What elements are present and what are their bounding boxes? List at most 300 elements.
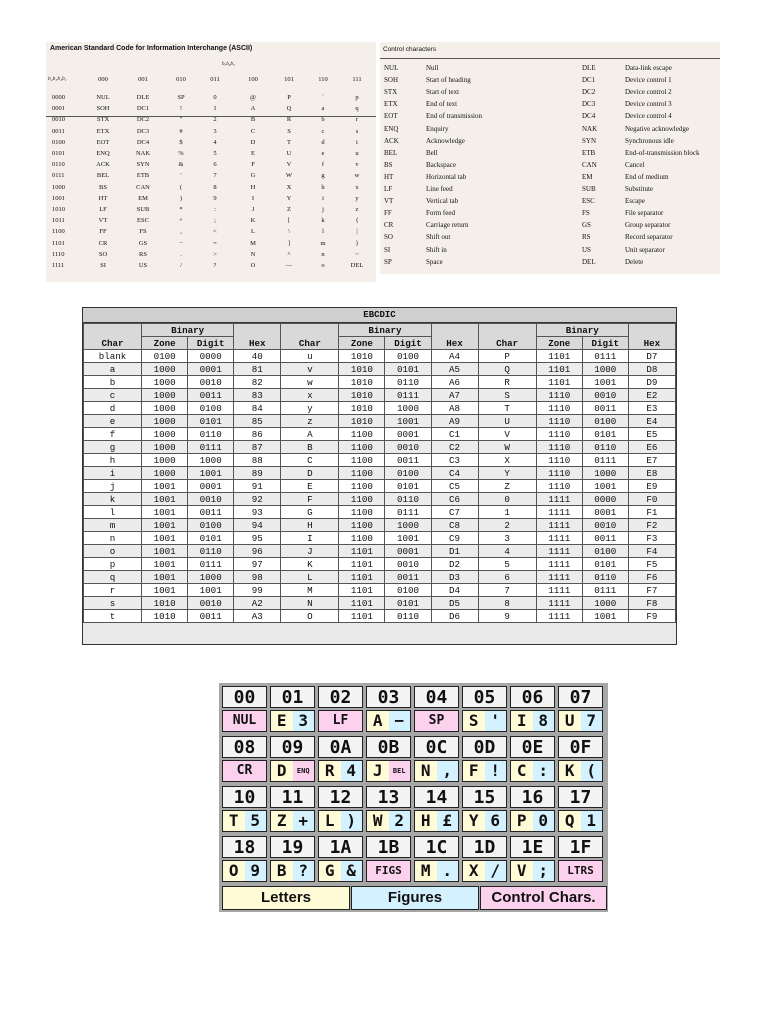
ascii-cell: 7 (213, 172, 217, 180)
baudot-char-cell (462, 760, 507, 782)
ebcdic-header-binary: Binary (339, 324, 431, 337)
ebcdic-char: I (281, 532, 339, 545)
ascii-cell: SP (177, 94, 185, 101)
ebcdic-char: y (281, 402, 339, 415)
ascii-cell: RS (139, 250, 147, 258)
ascii-bits-label: b₇b₆b₅ (222, 62, 235, 67)
ebcdic-hex: A8 (431, 402, 478, 415)
ebcdic-digit: 0101 (188, 415, 234, 428)
control-char-desc: Start of heading (426, 76, 471, 85)
ebcdic-hex: A5 (431, 363, 478, 376)
ebcdic-digit: 1000 (188, 571, 234, 584)
ebcdic-header-digit: Digit (582, 337, 628, 350)
ebcdic-zone: 1111 (536, 597, 582, 610)
ebcdic-char: J (281, 545, 339, 558)
ascii-cell: & (178, 161, 184, 169)
ascii-cell: ^ (287, 250, 291, 258)
ebcdic-char: A (281, 428, 339, 441)
ebcdic-digit: 0011 (582, 402, 628, 415)
ebcdic-hex: F9 (628, 610, 675, 623)
ascii-cell: ; (214, 217, 216, 225)
ebcdic-digit: 1001 (582, 480, 628, 493)
ebcdic-digit: 1000 (188, 454, 234, 467)
ebcdic-zone: 1101 (536, 350, 582, 363)
ascii-cell: EOT (96, 138, 110, 146)
ascii-cell: y (355, 194, 359, 202)
ascii-row (46, 217, 376, 228)
ascii-cell: l (322, 228, 324, 236)
ascii-cell: DC1 (136, 105, 150, 113)
ascii-cell: o (321, 262, 325, 269)
ebcdic-char: c (84, 389, 142, 402)
ebcdic-hex: C1 (431, 428, 478, 441)
ascii-row (46, 150, 376, 161)
control-char-row (380, 221, 720, 233)
ascii-cell: { (355, 217, 359, 225)
table-row (84, 350, 676, 363)
ascii-cell: ' (180, 172, 182, 180)
control-char-code: DEL (582, 257, 596, 266)
ascii-table (46, 42, 376, 282)
baudot-char-cell (318, 710, 363, 732)
ebcdic-hex: C3 (431, 454, 478, 467)
baudot-char-cell (222, 760, 267, 782)
ascii-cell: SI (100, 262, 106, 269)
ebcdic-char: p (84, 558, 142, 571)
control-characters-table (380, 42, 720, 274)
ascii-row-bits: 0010 (52, 116, 65, 124)
ascii-cell: HT (98, 194, 108, 202)
ebcdic-hex: F0 (628, 493, 675, 506)
table-row (84, 467, 676, 480)
baudot-letters-char: G (319, 861, 341, 881)
ebcdic-zone: 1001 (142, 545, 188, 558)
baudot-figures-char: ' (485, 711, 507, 731)
ascii-cell: h (321, 183, 325, 191)
baudot-control-char: CR (223, 761, 266, 781)
ebcdic-table (82, 307, 677, 645)
baudot-letters-char: D (271, 761, 293, 781)
control-char-code: DC2 (582, 88, 596, 97)
ascii-cell: US (138, 262, 148, 269)
baudot-char-cell (318, 810, 363, 832)
ebcdic-digit: 0000 (188, 350, 234, 363)
baudot-figures-char: 3 (293, 711, 315, 731)
control-char-desc: Device control 1 (625, 76, 672, 85)
ascii-cell: ] (287, 239, 291, 247)
ebcdic-digit: 0110 (582, 571, 628, 584)
ebcdic-hex: C6 (431, 493, 478, 506)
ascii-cell: ? (213, 262, 217, 269)
baudot-char-cell (222, 810, 267, 832)
ascii-cell: 1 (213, 105, 217, 113)
ebcdic-digit: 0011 (582, 532, 628, 545)
ebcdic-char: T (478, 402, 536, 415)
ascii-cell: < (213, 228, 217, 236)
baudot-figures-char: , (437, 761, 459, 781)
baudot-letters-char: C (511, 761, 533, 781)
ebcdic-digit: 0010 (188, 597, 234, 610)
ebcdic-digit: 0110 (385, 493, 431, 506)
ebcdic-zone: 1001 (142, 558, 188, 571)
baudot-letters-char: H (415, 811, 437, 831)
ebcdic-char: n (84, 532, 142, 545)
ebcdic-char: K (281, 558, 339, 571)
ebcdic-char: W (478, 441, 536, 454)
ebcdic-digit: 0010 (582, 519, 628, 532)
ebcdic-zone: 1000 (142, 389, 188, 402)
ebcdic-char: N (281, 597, 339, 610)
ascii-header-row (46, 76, 376, 88)
ebcdic-digit: 0001 (582, 506, 628, 519)
ebcdic-zone: 1111 (536, 558, 582, 571)
ascii-row (46, 172, 376, 183)
control-char-desc: Substitute (625, 185, 654, 193)
ebcdic-hex: 82 (234, 376, 281, 389)
ebcdic-hex: F1 (628, 506, 675, 519)
ascii-cell: ! (179, 105, 183, 113)
control-char-row (380, 197, 720, 209)
ebcdic-digit: 0111 (188, 558, 234, 571)
control-char-row (380, 76, 720, 88)
control-char-code: STX (384, 88, 398, 97)
ebcdic-digit: 0110 (385, 610, 431, 623)
ascii-cell: I (251, 194, 255, 202)
baudot-char-cell (558, 860, 603, 882)
ebcdic-char: Y (478, 467, 536, 480)
control-char-code: BS (384, 160, 393, 169)
ebcdic-zone: 1101 (339, 597, 385, 610)
ascii-cell: FF (99, 228, 107, 236)
ebcdic-hex: A7 (431, 389, 478, 402)
ascii-cell: K (250, 217, 256, 225)
ebcdic-digit: 0011 (188, 506, 234, 519)
ascii-cell: . (180, 250, 182, 258)
ascii-row (46, 228, 376, 239)
ascii-row-bits: 1100 (52, 228, 65, 236)
control-char-desc: Horizontal tab (426, 172, 467, 181)
baudot-letters-char: B (271, 861, 293, 881)
ascii-cell: VT (98, 217, 108, 225)
baudot-code-label: 1E (510, 836, 555, 858)
control-char-desc: End of text (426, 100, 458, 109)
ebcdic-header-zone: Zone (142, 337, 188, 350)
control-char-code: DC3 (582, 100, 596, 109)
control-char-row (380, 209, 720, 221)
ebcdic-char: l (84, 506, 142, 519)
ebcdic-digit: 0001 (188, 480, 234, 493)
ebcdic-digit: 1000 (385, 519, 431, 532)
baudot-letters-char: Y (463, 811, 485, 831)
ebcdic-char: 4 (478, 545, 536, 558)
ebcdic-hex: 96 (234, 545, 281, 558)
ebcdic-digit: 0100 (582, 415, 628, 428)
baudot-letters-char: E (271, 711, 293, 731)
control-char-desc: Form feed (426, 209, 455, 218)
baudot-code-label: 0E (510, 736, 555, 758)
ebcdic-header-hex: Hex (628, 324, 675, 350)
ebcdic-zone: 1010 (339, 350, 385, 363)
baudot-code-label: 15 (462, 786, 507, 808)
table-row (84, 480, 676, 493)
control-char-desc: Null (426, 64, 439, 72)
ascii-cell: } (355, 239, 359, 247)
ascii-row-bits: 1101 (52, 239, 65, 247)
baudot-figures-char: 0 (533, 811, 555, 831)
ebcdic-digit: 0011 (188, 610, 234, 623)
ascii-cell: , (180, 228, 182, 236)
baudot-figures-char: 6 (485, 811, 507, 831)
ebcdic-header-digit: Digit (188, 337, 234, 350)
ebcdic-hex: C4 (431, 467, 478, 480)
ebcdic-digit: 0101 (385, 480, 431, 493)
baudot-code-label: 0C (414, 736, 459, 758)
baudot-code-label: 0B (366, 736, 411, 758)
ebcdic-digit: 0001 (188, 363, 234, 376)
ebcdic-digit: 0110 (582, 441, 628, 454)
ebcdic-char: B (281, 441, 339, 454)
ascii-cell: j (322, 206, 324, 213)
ascii-row (46, 139, 376, 150)
ascii-cell: # (179, 127, 183, 135)
ebcdic-header-char: Char (84, 324, 142, 350)
ebcdic-digit: 0110 (188, 545, 234, 558)
ascii-cell: Q (286, 105, 292, 113)
ebcdic-digit: 1000 (582, 467, 628, 480)
ascii-cell: G (250, 172, 256, 180)
control-char-code: FF (384, 209, 392, 218)
control-char-desc: Device control 3 (625, 100, 672, 109)
ebcdic-digit: 1001 (188, 584, 234, 597)
baudot-char-cell (462, 710, 507, 732)
ebcdic-zone: 1111 (536, 610, 582, 623)
ebcdic-hex: 87 (234, 441, 281, 454)
ebcdic-digit: 1000 (582, 597, 628, 610)
table-row (84, 532, 676, 545)
baudot-legend-figures: Figures (351, 886, 479, 910)
baudot-char-cell (270, 810, 315, 832)
ascii-cell: t (356, 138, 358, 146)
ascii-cell: ` (321, 94, 325, 101)
ascii-cell: BS (99, 183, 107, 191)
ascii-row-bits: 1000 (52, 183, 65, 191)
ebcdic-zone: 1101 (536, 376, 582, 389)
ebcdic-zone: 1000 (142, 467, 188, 480)
ebcdic-digit: 0111 (385, 506, 431, 519)
ebcdic-char: 3 (478, 532, 536, 545)
control-char-desc: End of medium (625, 172, 669, 181)
ebcdic-digit: 1001 (385, 532, 431, 545)
baudot-figures-char: ) (341, 811, 363, 831)
ascii-row-bits: 1011 (52, 217, 65, 225)
baudot-char-cell (414, 710, 459, 732)
control-char-desc: Start of text (426, 88, 460, 97)
ascii-row (46, 94, 376, 105)
ebcdic-char: i (84, 467, 142, 480)
ebcdic-hex: 83 (234, 389, 281, 402)
ebcdic-char: k (84, 493, 142, 506)
ascii-row-bits: 0110 (52, 161, 65, 169)
control-char-row (380, 88, 720, 100)
ascii-cell: FS (139, 228, 147, 236)
ascii-cell: LF (99, 206, 107, 213)
baudot-char-cell (510, 710, 555, 732)
ebcdic-hex: D3 (431, 571, 478, 584)
baudot-figures-char: ? (293, 861, 315, 881)
baudot-code-label: 00 (222, 686, 267, 708)
control-char-desc: Negative acknowledge (625, 124, 689, 133)
ebcdic-digit: 0010 (582, 389, 628, 402)
baudot-figures-char: 9 (245, 861, 267, 881)
table-row (84, 402, 676, 415)
ascii-cell: ESC (137, 217, 149, 225)
control-char-desc: Device control 4 (625, 112, 672, 121)
ebcdic-digit: 0100 (385, 467, 431, 480)
baudot-figures-char: : (533, 761, 555, 781)
ebcdic-header-digit: Digit (385, 337, 431, 350)
ascii-cell: u (355, 150, 359, 157)
control-char-code: ENQ (384, 124, 399, 133)
ebcdic-char: v (281, 363, 339, 376)
baudot-char-cell (558, 810, 603, 832)
ascii-cell: + (179, 217, 183, 225)
baudot-code-label: 06 (510, 686, 555, 708)
baudot-code-label: 14 (414, 786, 459, 808)
ebcdic-digit: 0110 (385, 376, 431, 389)
ascii-cell: DC4 (136, 138, 150, 146)
control-char-desc: Bell (426, 148, 438, 157)
ascii-cell: 4 (213, 138, 217, 146)
ascii-cell: R (286, 116, 292, 124)
ebcdic-char: C (281, 454, 339, 467)
control-characters-divider (380, 58, 720, 59)
ascii-column-header: 100 (248, 76, 258, 83)
ascii-row-bits: 1010 (52, 206, 65, 213)
ascii-cell: CAN (136, 183, 150, 191)
control-char-code: ESC (582, 197, 595, 206)
baudot-letters-char: K (559, 761, 581, 781)
baudot-letters-char: O (223, 861, 245, 881)
ebcdic-zone: 1110 (536, 441, 582, 454)
ebcdic-char: H (281, 519, 339, 532)
ebcdic-char: V (478, 428, 536, 441)
ebcdic-char: z (281, 415, 339, 428)
baudot-figures-char: 8 (533, 711, 555, 731)
baudot-code-label: 1B (366, 836, 411, 858)
ebcdic-digit: 0100 (188, 402, 234, 415)
baudot-char-cell (270, 860, 315, 882)
ebcdic-zone: 1110 (536, 402, 582, 415)
ascii-row (46, 206, 376, 217)
ascii-cell: − (179, 239, 183, 247)
ebcdic-zone: 1100 (339, 441, 385, 454)
control-char-code: SOH (384, 76, 399, 85)
ebcdic-hex: 40 (234, 350, 281, 363)
baudot-figures-char: 1 (581, 811, 603, 831)
ebcdic-header-char: Char (281, 324, 339, 350)
ascii-cell: H (250, 183, 256, 191)
baudot-figures-char: & (341, 861, 363, 881)
baudot-letters-char: I (511, 711, 533, 731)
control-char-code: ACK (384, 136, 399, 145)
ascii-cell: — (285, 262, 293, 269)
ascii-row-bits: 0011 (52, 127, 65, 135)
ebcdic-digit: 1001 (188, 467, 234, 480)
ebcdic-zone: 1111 (536, 545, 582, 558)
control-char-desc: File separator (625, 209, 664, 218)
ebcdic-char: blank (84, 350, 142, 363)
ebcdic-zone: 1100 (339, 467, 385, 480)
baudot-control-char: FIGS (367, 861, 410, 881)
baudot-code-label: 1F (558, 836, 603, 858)
ebcdic-digit: 0010 (188, 376, 234, 389)
baudot-letters-char: J (367, 761, 389, 781)
ebcdic-digit: 1001 (582, 376, 628, 389)
ascii-row-bits: 0101 (52, 150, 65, 157)
ebcdic-zone: 1010 (339, 376, 385, 389)
ebcdic-hex: E7 (628, 454, 675, 467)
ebcdic-char: P (478, 350, 536, 363)
ebcdic-char: d (84, 402, 142, 415)
ebcdic-hex: 98 (234, 571, 281, 584)
baudot-char-cell (366, 710, 411, 732)
ebcdic-char: E (281, 480, 339, 493)
ebcdic-char: G (281, 506, 339, 519)
ascii-column-header: 011 (210, 76, 220, 83)
baudot-char-cell (414, 810, 459, 832)
ebcdic-zone: 1001 (142, 506, 188, 519)
baudot-char-cell (414, 760, 459, 782)
ebcdic-header-hex: Hex (234, 324, 281, 350)
ebcdic-zone: 1100 (339, 454, 385, 467)
baudot-figures-char: 4 (341, 761, 363, 781)
baudot-code-label: 03 (366, 686, 411, 708)
ebcdic-digit: 0011 (385, 571, 431, 584)
baudot-char-cell (510, 860, 555, 882)
ebcdic-digit: 1000 (385, 402, 431, 415)
ascii-cell: e (321, 150, 325, 157)
ascii-cell: W (285, 172, 293, 180)
ebcdic-char: Z (478, 480, 536, 493)
ebcdic-zone: 1001 (142, 584, 188, 597)
ebcdic-hex: D2 (431, 558, 478, 571)
ebcdic-zone: 1000 (142, 441, 188, 454)
control-char-desc: Shift out (426, 233, 451, 242)
ascii-cell: a (321, 105, 325, 113)
ascii-row (46, 184, 376, 195)
ascii-cell: r (355, 116, 359, 124)
ebcdic-digit: 0101 (582, 558, 628, 571)
ebcdic-zone: 1101 (339, 610, 385, 623)
ascii-row-bits: 1001 (52, 194, 65, 202)
baudot-char-cell (270, 760, 315, 782)
control-char-code: ETB (582, 148, 596, 157)
ebcdic-header-binary: Binary (536, 324, 628, 337)
baudot-figures-char: £ (437, 811, 459, 831)
ebcdic-hex: 81 (234, 363, 281, 376)
ascii-cell: F (251, 161, 255, 169)
ebcdic-zone: 1000 (142, 428, 188, 441)
ebcdic-char: a (84, 363, 142, 376)
ascii-cell: X (286, 183, 292, 191)
ascii-cell: * (179, 206, 183, 213)
ascii-cell: U (286, 150, 292, 157)
ascii-row-bits: 0000 (52, 94, 65, 101)
ascii-cell: c (321, 127, 325, 135)
control-char-row (380, 258, 720, 270)
ebcdic-hex: D7 (628, 350, 675, 363)
control-char-desc: End of transmission (426, 112, 482, 121)
